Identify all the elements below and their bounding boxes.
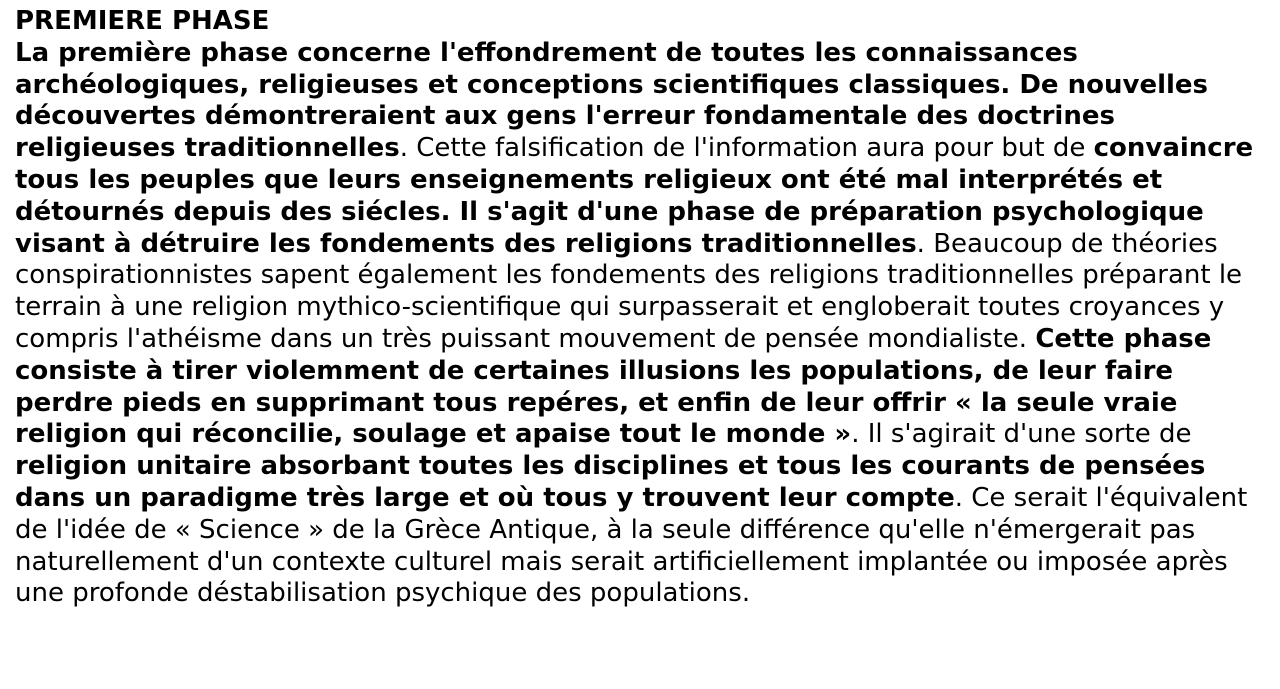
paragraph-run: . Beaucoup de théories conspirationnistes sapent également les fondements des religions traditionnelles préparant le terrain à une religion mythico-scientifique qui surpasserait et engloberait toutes croyances y compris l'athéisme dans un très puissant mouvement de pensée mondialiste.: [15, 228, 1243, 354]
paragraph-run-bold: Cette phase consiste à tirer violemment de certaines illusions les populations, de leur faire perdre pieds en supprimant tous repéres, et enfin de leur offrir « la seule vraie religion qui réconcilie, soulage et apaise tout le monde »: [15, 323, 1212, 450]
document-body: [15, 6, 1255, 610]
paragraph-run-bold: religion unitaire absorbant toutes les disciplines et tous les courants de pensées dans un paradigme très large et où tous y trouvent leur compte: [15, 451, 1206, 513]
paragraph-run-bold: convaincre tous les peuples que leurs enseignements religieux ont été mal interprétés et détournés depuis des siécles. Il s'agit d'une phase de préparation psychologique visant à détruire les fondements des religions traditionnelles: [15, 133, 1254, 259]
section-heading: PREMIERE PHASE: [15, 6, 270, 36]
paragraph-run: . Il s'agirait d'une sorte de: [851, 419, 1192, 450]
paragraph-run: . Cette falsification de l'information aura pour but de: [399, 133, 1094, 164]
paragraph: [15, 38, 1255, 610]
paragraph-run-bold: La première phase concerne l'effondrement de toutes les connaissances archéologiques, religieuses et conceptions scientifiques classiques. De nouvelles découvertes démontreraient aux gens l'erreur fondamentale des doctrines religieuses traditionnelles: [15, 37, 1209, 164]
paragraph-run: . Ce serait l'équivalent de l'idée de « Science » de la Grèce Antique, à la seule différence qu'elle n'émergerait pas naturellement d'un contexte culturel mais serait artificiellement implantée ou imposée après une profonde déstabilisation psychique des populations.: [15, 482, 1248, 609]
